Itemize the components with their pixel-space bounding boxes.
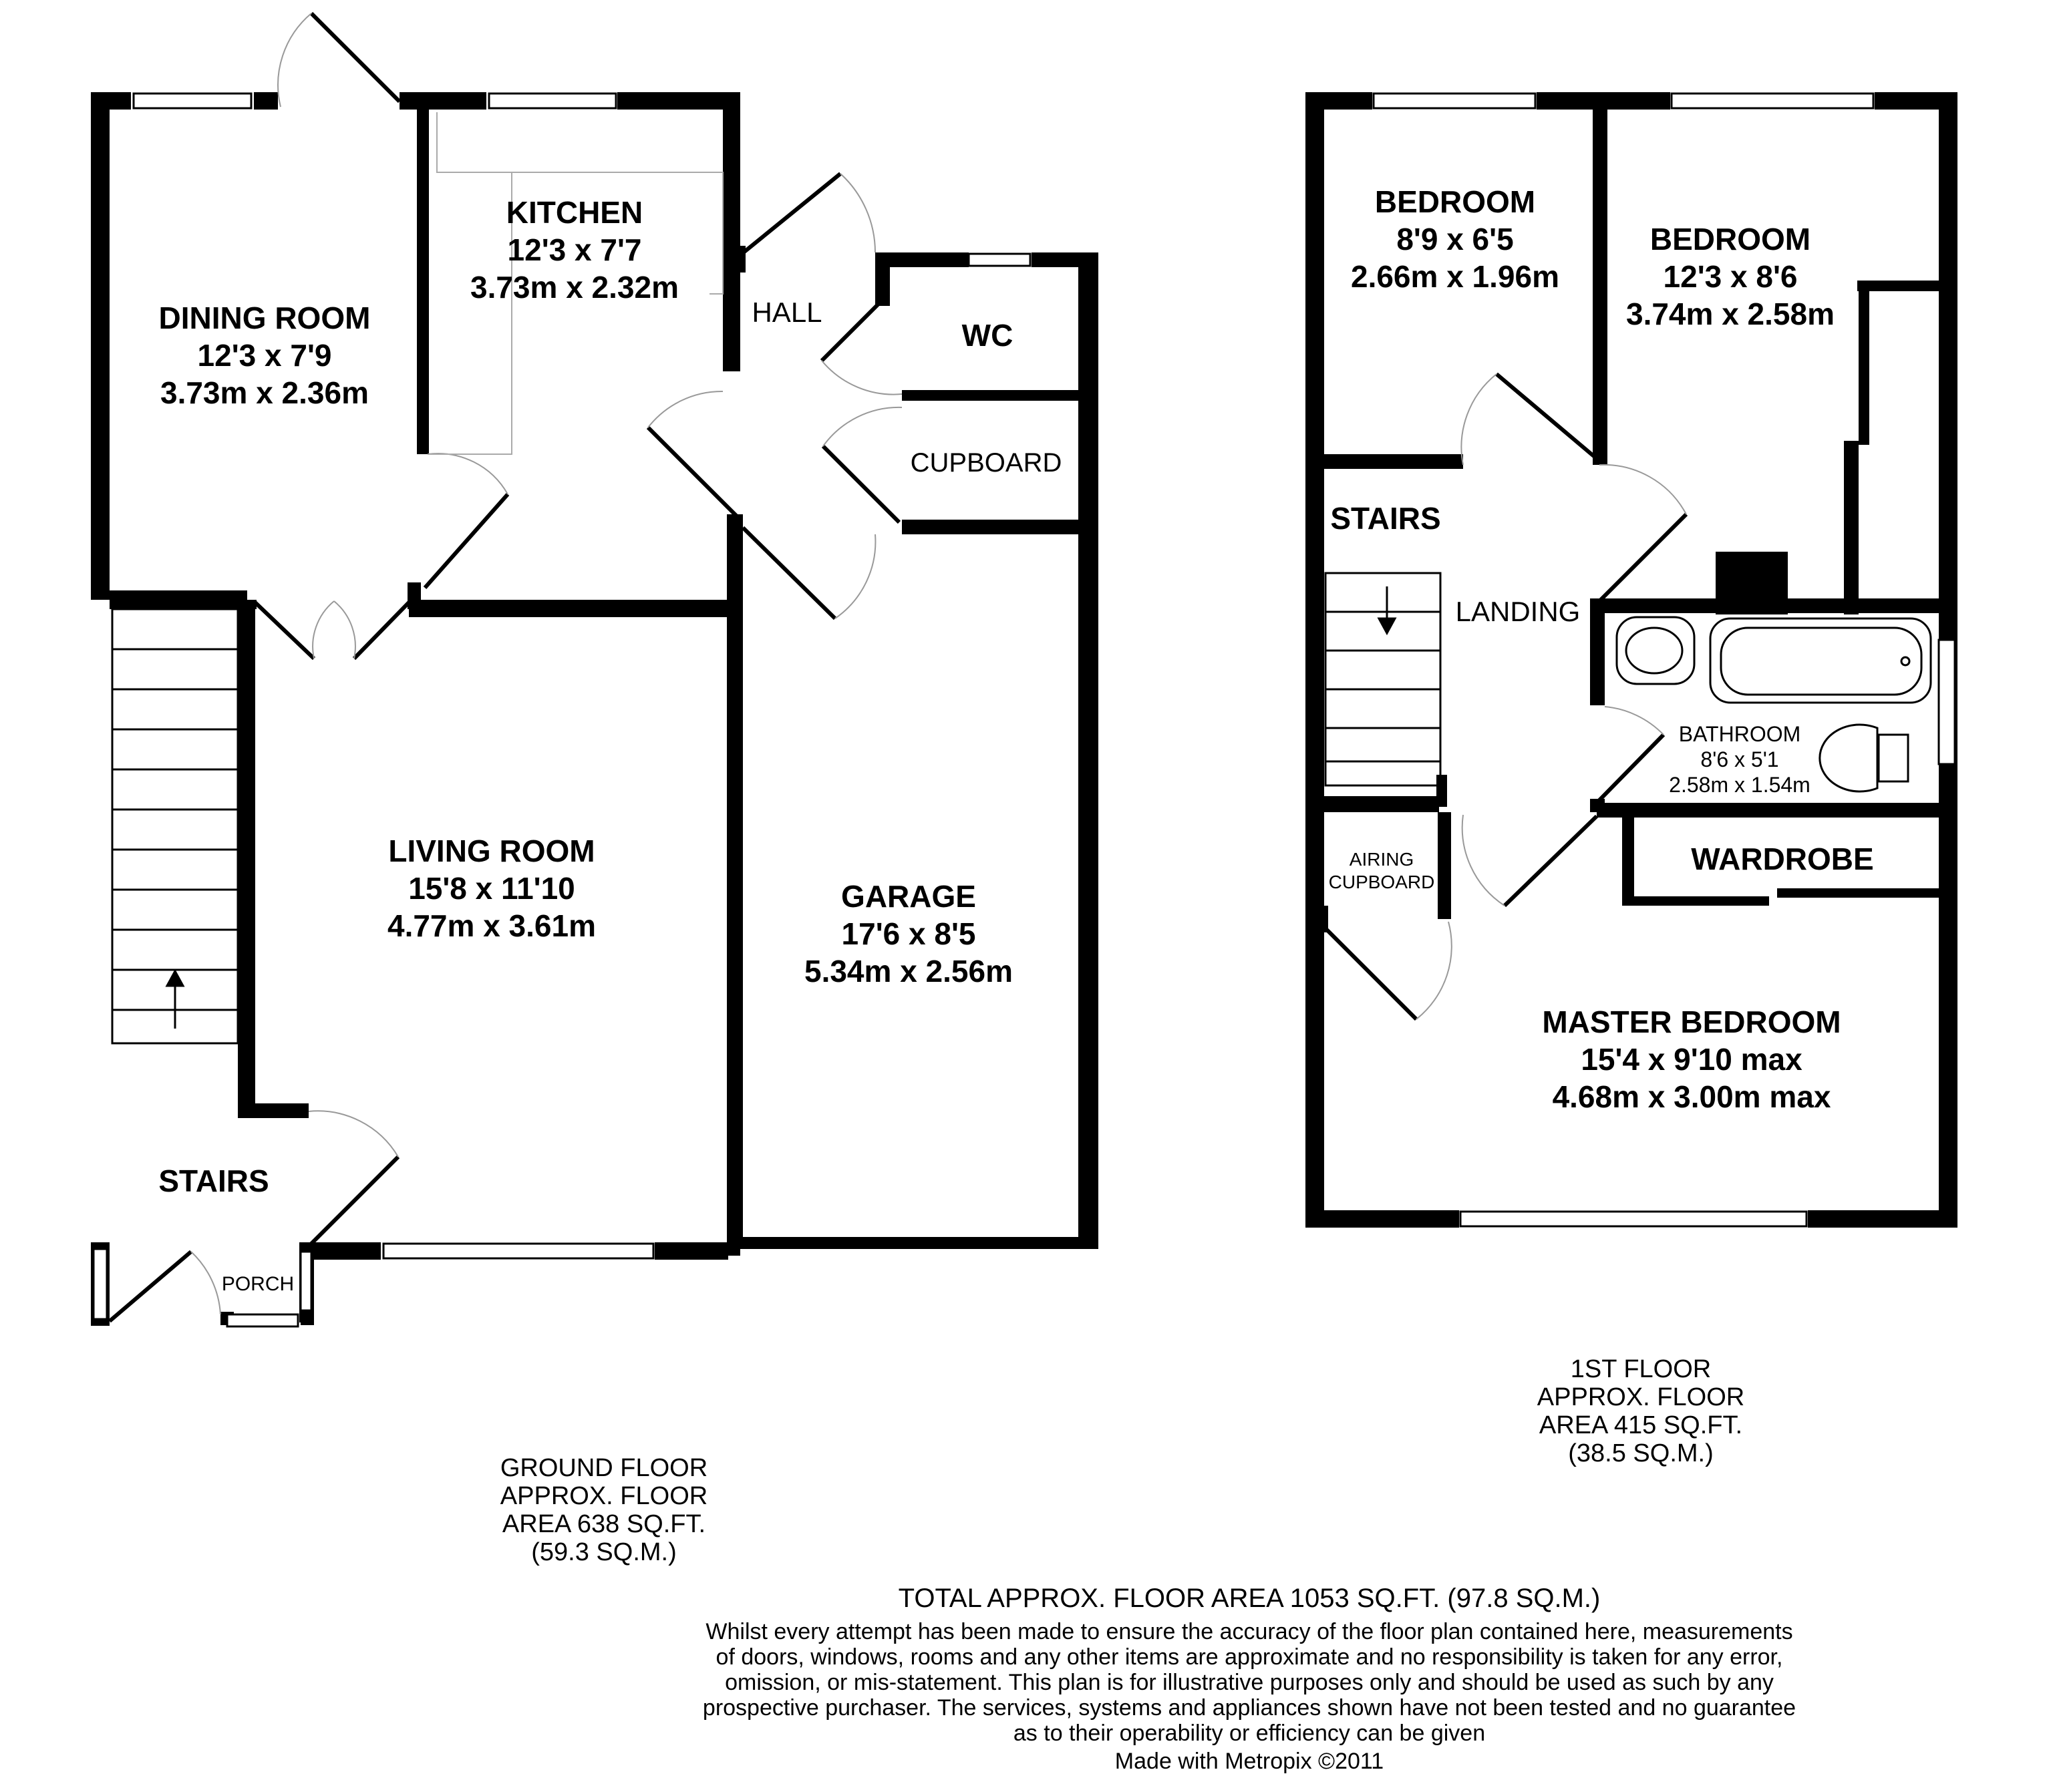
first-floor-doors: [1327, 374, 1686, 1019]
bedroom-1-metric: 2.66m x 1.96m: [1350, 259, 1560, 294]
disclaimer-line-3: omission, or mis-statement. This plan is for illustrative purposes only and should be used as such by any: [725, 1670, 1774, 1695]
first-floor-area-note: [1537, 1355, 1744, 1467]
total-floor-area: TOTAL APPROX. FLOOR AREA 1053 SQ.FT. (97.8 SQ.M.): [898, 1584, 1601, 1613]
living-room-metric: 4.77m x 3.61m: [387, 908, 597, 943]
bedroom-1-imperial: 8'9 x 6'5: [1396, 222, 1514, 256]
metropix-credit: Made with Metropix ©2011: [1114, 1749, 1384, 1774]
ground-floor-room-labels: [158, 195, 1062, 1295]
porch-name: PORCH: [221, 1273, 295, 1295]
kitchen-name: KITCHEN: [506, 195, 643, 230]
first-floor-plan: [1305, 92, 1957, 1228]
cistern: [1879, 735, 1908, 781]
toilet: [1820, 725, 1877, 791]
dining-room-name: DINING ROOM: [158, 301, 371, 335]
kitchen-imperial: 12'3 x 7'7: [507, 232, 642, 267]
kitchen-metric: 3.73m x 2.32m: [470, 270, 679, 305]
dining-room-imperial: 12'3 x 7'9: [197, 338, 332, 373]
garage-imperial: 17'6 x 8'5: [841, 916, 976, 951]
ground-floor-plan: [91, 13, 1098, 1326]
wc-name: WC: [961, 318, 1013, 353]
ground-floor-area-line-3: AREA 638 SQ.FT.: [502, 1510, 706, 1538]
first-floor-area-line-1: 1ST FLOOR: [1570, 1355, 1712, 1383]
garage-metric: 5.34m x 2.56m: [804, 954, 1013, 989]
hall-name: HALL: [752, 297, 822, 328]
ground-floor-area-line-4: (59.3 SQ.M.): [531, 1538, 677, 1566]
first-floor-area-line-4: (38.5 SQ.M.): [1568, 1439, 1714, 1467]
disclaimer-line-2: of doors, windows, rooms and any other items are approximate and no responsibility is taken for any error,: [716, 1644, 1783, 1670]
master-bedroom-metric: 4.68m x 3.00m max: [1552, 1079, 1831, 1114]
dining-room-metric: 3.73m x 2.36m: [160, 375, 369, 410]
bedroom-1-name: BEDROOM: [1374, 184, 1536, 219]
first-stairs-name: STAIRS: [1330, 501, 1441, 536]
disclaimer-line-1: Whilst every attempt has been made to ensure the accuracy of the floor plan contained here, measurements: [705, 1619, 1793, 1644]
first-floor-area-line-3: AREA 415 SQ.FT.: [1539, 1411, 1743, 1439]
airing-cupboard-line-2: CUPBOARD: [1328, 872, 1435, 892]
garage-name: GARAGE: [841, 879, 976, 914]
bath-inner: [1721, 628, 1921, 695]
living-room-imperial: 15'8 x 11'10: [408, 871, 575, 906]
basin-bowl: [1626, 628, 1682, 673]
ground-floor-stairs: [112, 609, 238, 1043]
disclaimer-line-4: prospective purchaser. The services, systems and appliances shown have not been tested and no guarantee: [702, 1695, 1796, 1721]
ground-floor-area-line-1: GROUND FLOOR: [500, 1454, 708, 1482]
bathroom-name: BATHROOM: [1678, 722, 1801, 746]
master-bedroom-name: MASTER BEDROOM: [1542, 1005, 1841, 1039]
master-bedroom-imperial: 15'4 x 9'10 max: [1581, 1042, 1802, 1077]
first-floor-stairs: [1325, 573, 1440, 785]
first-floor-area-line-2: APPROX. FLOOR: [1537, 1383, 1745, 1411]
bedroom-2-metric: 3.74m x 2.58m: [1625, 297, 1835, 331]
landing-name: LANDING: [1455, 596, 1581, 627]
cupboard-name: CUPBOARD: [910, 448, 1062, 478]
bathroom-metric: 2.58m x 1.54m: [1669, 773, 1810, 797]
wardrobe-name: WARDROBE: [1691, 842, 1874, 876]
bedroom-2-name: BEDROOM: [1649, 222, 1811, 256]
disclaimer-line-5: as to their operability or efficiency can be given: [1013, 1721, 1486, 1746]
airing-cupboard-line-1: AIRING: [1349, 849, 1414, 870]
living-room-name: LIVING ROOM: [388, 834, 595, 868]
bath: [1710, 618, 1931, 703]
ground-stairs-name: STAIRS: [158, 1163, 269, 1198]
bedroom-2-imperial: 12'3 x 8'6: [1663, 259, 1798, 294]
footer-text: [703, 1584, 1796, 1774]
bathroom-imperial: 8'6 x 5'1: [1700, 747, 1779, 771]
ground-floor-area-line-2: APPROX. FLOOR: [500, 1482, 708, 1510]
ground-floor-area-note: [500, 1454, 707, 1566]
